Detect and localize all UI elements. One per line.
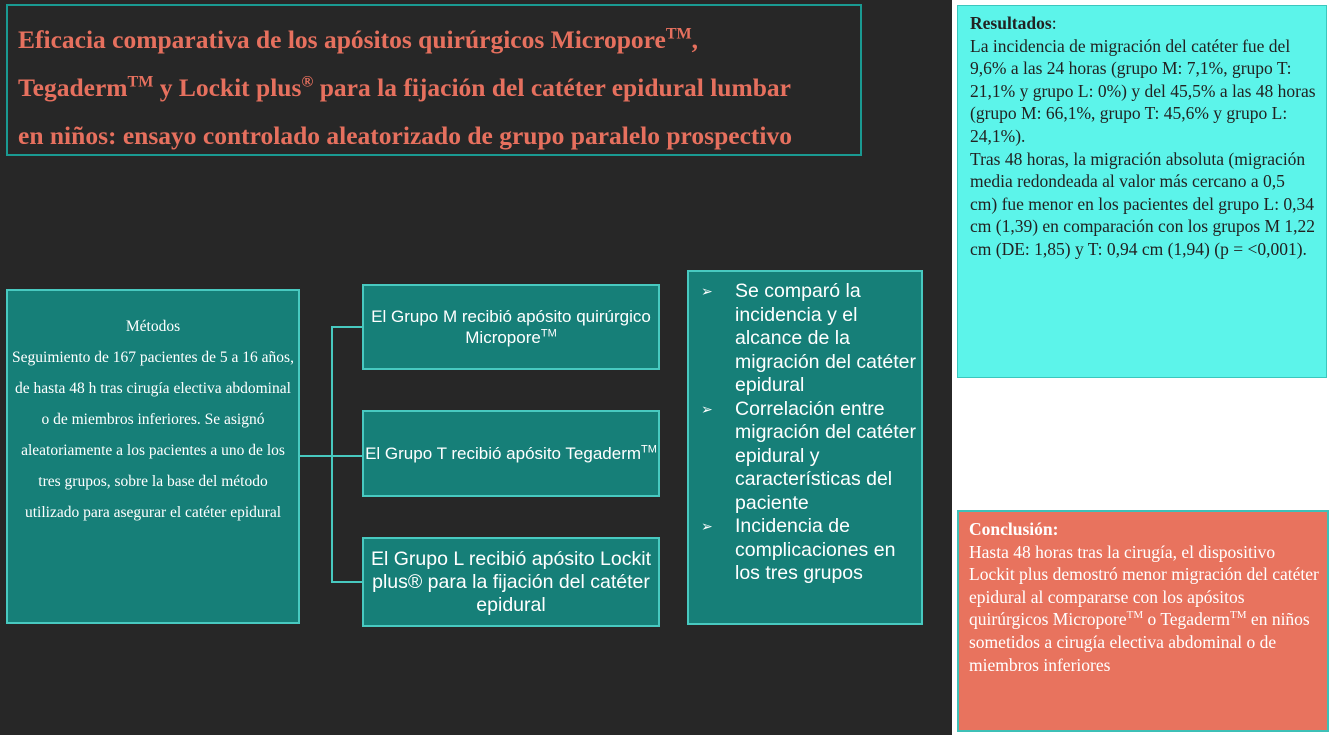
connector-methods-horizontal (300, 455, 332, 457)
results-paragraph-1: La incidencia de migración del catéter fue del 9,6% a las 24 horas (grupo M: 7,1%, grupo T: 21,1% y grupo L: 0%) y del 45,5% a las 48 horas (grupo M: 66,1%, grupo T: 45,6% y grupo L: 24,1%). (970, 35, 1316, 146)
conclusion-box (957, 510, 1329, 732)
results-box (957, 5, 1327, 378)
group-m-box (362, 284, 660, 370)
group-t-text: El Grupo T recibió apósito Tegaderm™ (365, 443, 657, 463)
group-t-box (362, 410, 660, 497)
page-title (6, 4, 862, 156)
results-heading: Resultados: (970, 13, 1057, 33)
connector-vertical (331, 326, 333, 582)
methods-box (6, 289, 300, 624)
connector-group-l (331, 581, 362, 583)
connector-group-t (331, 455, 362, 457)
arrow-bullet-icon: ➢ (701, 518, 713, 534)
outcomes-list (697, 280, 917, 586)
results-paragraph-2: Tras 48 horas, la migración absoluta (migración media redondeada al valor más cercano a 0,5 cm) fue menor en los pacientes del grupo L: 0,34 cm (1,39) en comparación con los grupos M 1,22 cm (DE: 1,85) y T: 0,94 cm (1,94) (p = <0,001). (970, 148, 1316, 259)
methods-text: Seguimiento de 167 pacientes de 5 a 16 años, de hasta 48 h tras cirugía electiva abdominal o de miembros inferiores. Se asignó aleatoriamente a los pacientes a uno de los tres grupos, sobre la base del método utilizado para asegurar el catéter epidural (12, 349, 294, 521)
conclusion-text: Hasta 48 horas tras la cirugía, el dispositivo Lockit plus demostró menor migración del catéter epidural al compararse con los apósitos quirúrgicos Micropore™ o Tegaderm™ en niños sometidos a cirugía electiva abdominal o de miembros inferiores (969, 541, 1319, 675)
outcome-item: ➢ Incidencia de complicaciones en los tres grupos (701, 515, 896, 584)
title-line-1: Eficacia comparativa de los apósitos quirúrgicos Micropore™, (18, 25, 698, 54)
outcome-item: ➢ Se comparó la incidencia y el alcance de la migración del catéter epidural (701, 280, 917, 396)
arrow-bullet-icon: ➢ (701, 400, 713, 417)
outcome-item: ➢ Correlación entre migración del catéter epidural y características del paciente (701, 397, 917, 514)
outcomes-box (687, 270, 923, 625)
conclusion-heading: Conclusión: (969, 519, 1059, 539)
group-l-box (362, 537, 660, 627)
connector-group-m (331, 326, 362, 328)
methods-heading: Métodos (125, 318, 181, 335)
group-m-text: El Grupo M recibió apósito quirúrgico Micropore™ (371, 307, 651, 347)
title-line-2: Tegaderm™ y Lockit plus® para la fijación del catéter epidural lumbar (18, 73, 791, 102)
title-line-3: en niños: ensayo controlado aleatorizado de grupo paralelo prospectivo (18, 121, 792, 150)
group-l-text: El Grupo L recibió apósito Lockit plus® para la fijación del catéter epidural (370, 547, 651, 616)
arrow-bullet-icon: ➢ (701, 283, 713, 299)
